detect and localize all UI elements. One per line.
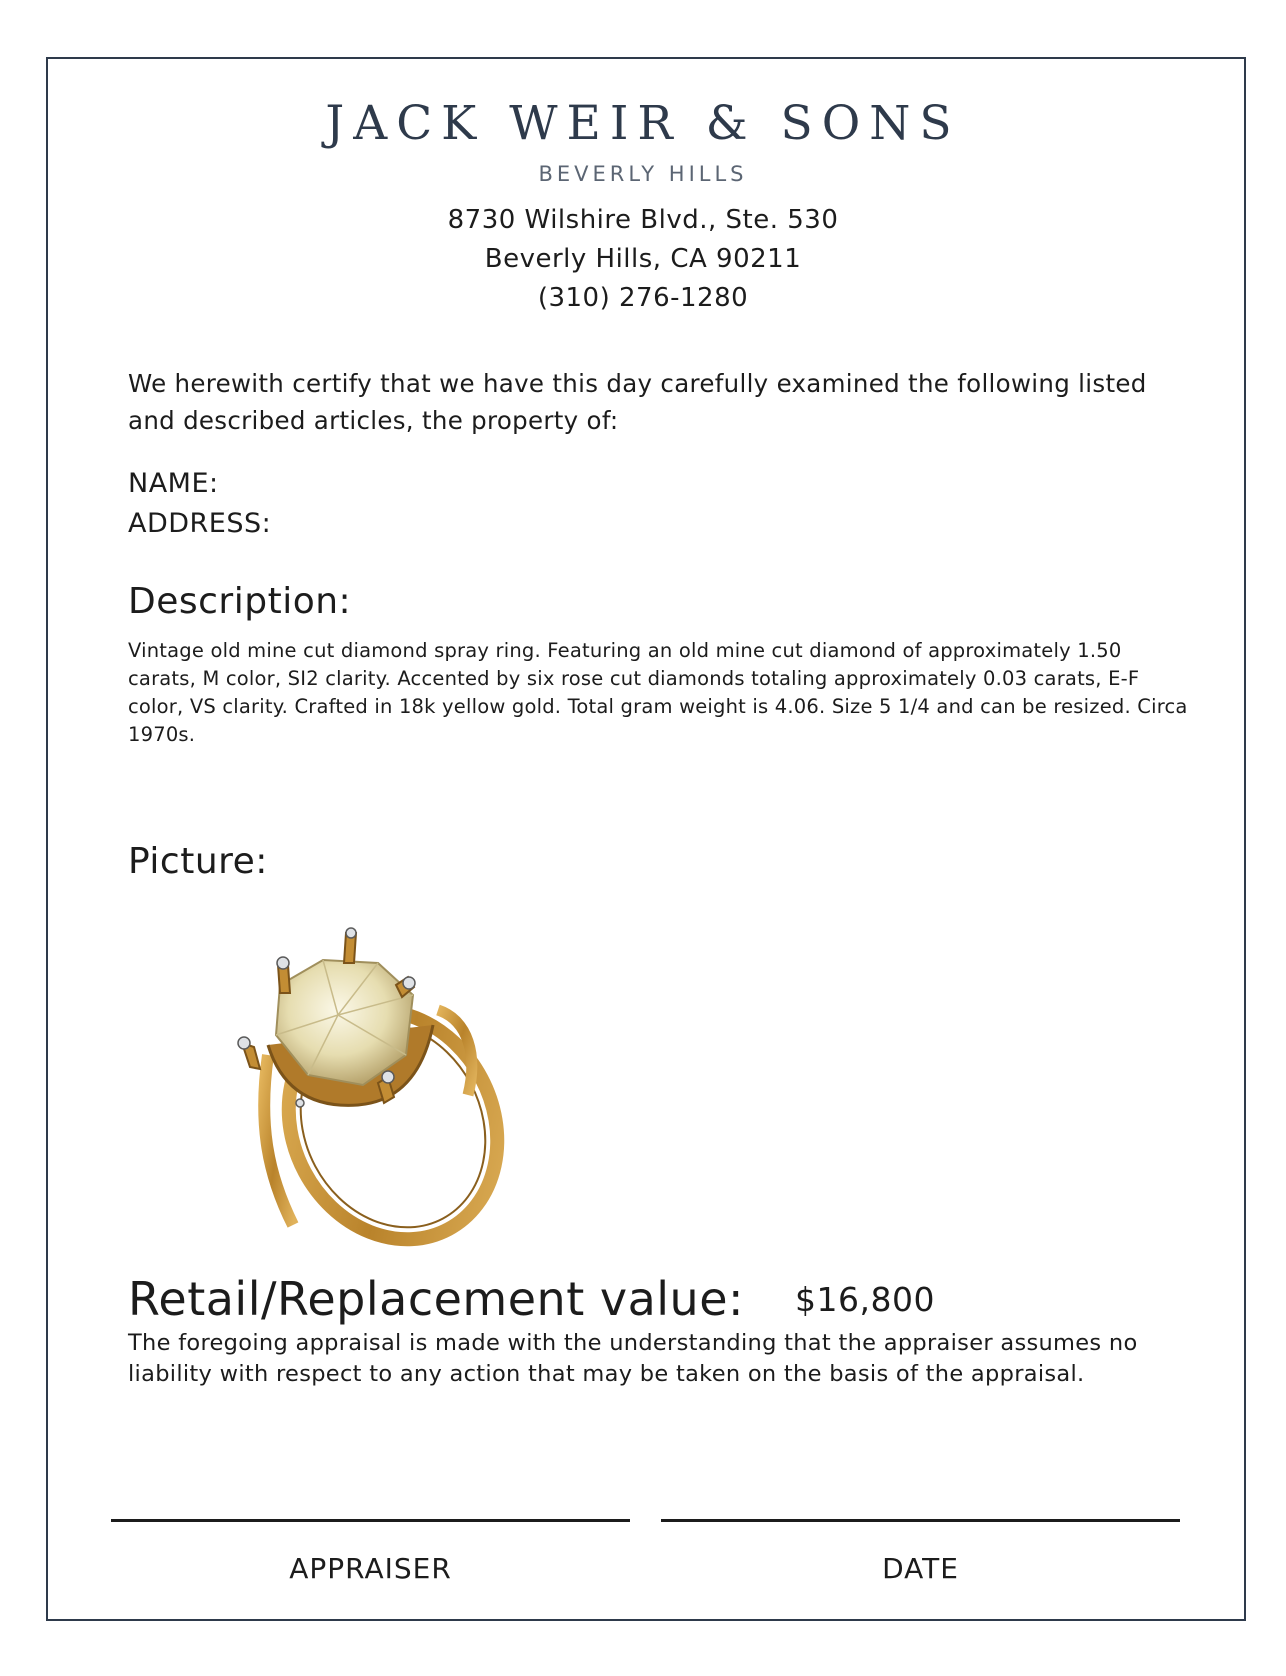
appraiser-signature-line[interactable] bbox=[111, 1519, 630, 1522]
diamond-ring-icon bbox=[228, 925, 528, 1255]
description-heading: Description: bbox=[128, 581, 352, 622]
date-signature-line[interactable] bbox=[661, 1519, 1180, 1522]
address-label: ADDRESS: bbox=[128, 508, 272, 539]
phone-number: (310) 276-1280 bbox=[537, 283, 749, 313]
retail-value-amount: $16,800 bbox=[795, 1280, 935, 1319]
appraiser-label: APPRAISER bbox=[289, 1552, 452, 1585]
date-label: DATE bbox=[882, 1552, 959, 1585]
certification-statement: We herewith certify that we have this day carefully examined the following listed and described articles, the property of: bbox=[128, 369, 1147, 435]
description-text: Vintage old mine cut diamond spray ring. Featuring an old mine cut diamond of approximately 1.50 carats, M color, SI2 clarity. Accented by six rose cut diamonds totaling approximately 0.03 carats, E-F color, VS clarity. Crafted in 18k yellow gold. Total gram weight is 4.06. Size 5 1/4 and can be resized. Circa 1970s. bbox=[128, 639, 1188, 746]
name-label: NAME: bbox=[128, 468, 219, 499]
address-line-1: 8730 Wilshire Blvd., Ste. 530 bbox=[447, 205, 839, 235]
brand-name: JACK WEIR & SONS bbox=[325, 96, 961, 151]
appraisal-disclaimer: The foregoing appraisal is made with the understanding that the appraiser assumes no liability with respect to any action that may be taken on the basis of the appraisal. bbox=[128, 1330, 1138, 1387]
brand-location: BEVERLY HILLS bbox=[538, 162, 748, 186]
address-line-2: Beverly Hills, CA 90211 bbox=[484, 244, 802, 274]
picture-heading: Picture: bbox=[128, 841, 268, 882]
retail-value-label: Retail/Replacement value: bbox=[128, 1272, 745, 1326]
